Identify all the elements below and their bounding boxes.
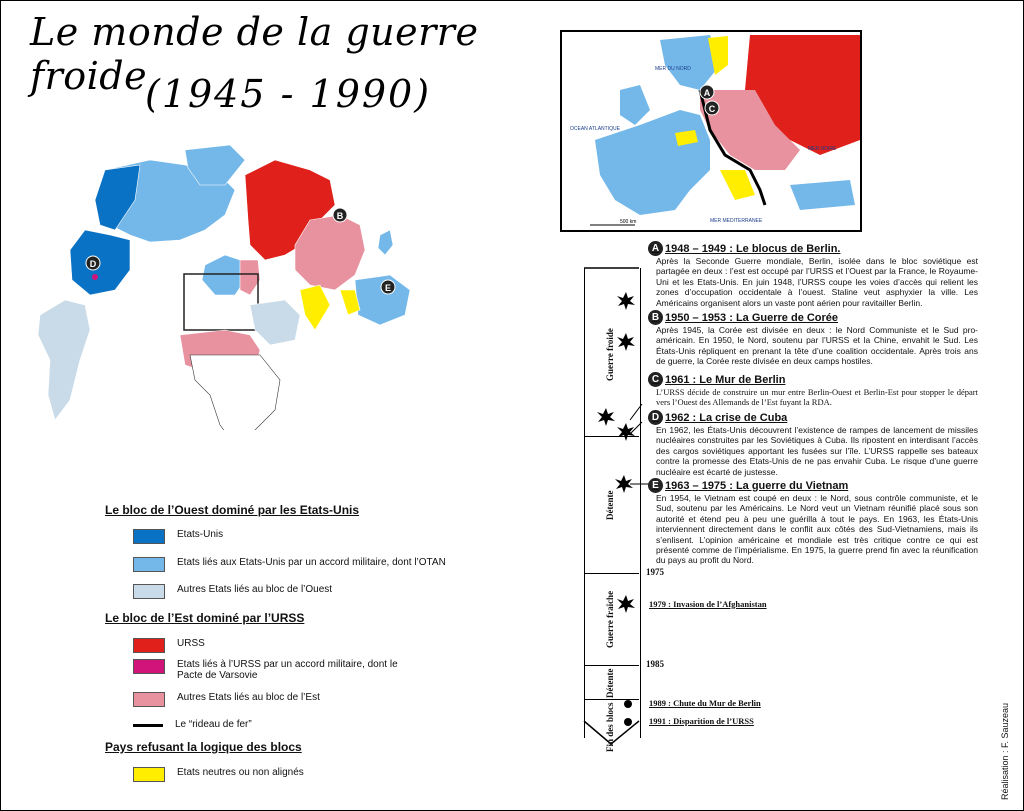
event-title: 1948 – 1949 : Le blocus de Berlin.	[665, 242, 841, 255]
event-badge: E	[648, 478, 663, 493]
event-c	[648, 372, 978, 408]
inset-label-ocean: OCEAN ATLANTIQUE	[570, 126, 620, 132]
event-header	[648, 310, 978, 325]
timeline-year-1985: 1985	[646, 659, 664, 669]
legend-item-west-other	[133, 584, 332, 599]
legend-east-title: Le bloc de l’Est dominé par l’URSS	[105, 611, 305, 625]
japan-region	[378, 230, 393, 255]
swatch-east-other	[133, 692, 165, 707]
legend-item-label: Etats liés à l’URSS par un accord militaire, dont le Pacte de Varsovie	[177, 659, 398, 681]
timeline-event-afghanistan: 1979 : Invasion de l’Afghanistan	[649, 599, 767, 609]
event-e	[648, 478, 978, 566]
legend-item-label: URSS	[177, 638, 205, 649]
middle-east-region	[250, 300, 300, 345]
inset-scale-label: 500 km	[620, 219, 637, 225]
legend-item-neutral	[133, 767, 304, 782]
timeline-event-urss: 1991 : Disparition de l’URSS	[649, 716, 754, 726]
legend-item-label: Le “rideau de fer”	[175, 719, 252, 730]
event-a	[648, 241, 978, 308]
legend-item-usa	[133, 529, 223, 544]
event-title: 1950 – 1953 : La Guerre de Corée	[665, 311, 839, 324]
explosion-icon	[617, 333, 635, 351]
event-header	[648, 478, 978, 493]
event-dot	[624, 700, 632, 708]
event-header	[648, 241, 978, 256]
timeline-period-guerre-froide: Guerre froide	[605, 328, 615, 382]
timeline-period-detente-2: Détente	[605, 668, 615, 698]
timeline-year-1975: 1975	[646, 567, 664, 577]
swatch-neutral	[133, 767, 165, 782]
page-title: Le monde de la guerre froide	[30, 10, 479, 98]
event-title: 1963 – 1975 : La guerre du Vietnam	[665, 479, 849, 492]
event-text: En 1954, le Vietnam est coupé en deux : le Nord, sous contrôle communiste, et le Sud, soutenu par les Américains. Le Nord veut un Vietnam réunifié placé sous son autorité et étend peu à peu une guérilla à tout le pays. En 1963, les États-Unis interviennent directement dans le conflit aux côtés des Sud-Vietnamiens, mais ils s’enlisent. L’opinion américaine et mondiale est très critique contre ce qui est présenté comme de l’impérialisme. En 1975, la guerre prend fin avec la réunification du pays au profit du Nord.	[656, 493, 978, 566]
timeline-period-guerre-fraiche: Guerre fraîche	[605, 590, 615, 649]
inset-label-mer-nord: MER DU NORD	[655, 66, 691, 72]
legend-west-title: Le bloc de l’Ouest dominé par les Etats-Unis	[105, 503, 360, 517]
event-title: 1962 : La crise de Cuba	[665, 411, 788, 424]
swatch-iron-curtain	[133, 724, 163, 727]
legend-item-east-pact	[133, 659, 433, 681]
europe-east-region	[240, 260, 260, 295]
latin-america-region	[38, 300, 90, 420]
event-b	[648, 310, 978, 367]
europe-west-region	[202, 255, 245, 295]
swatch-urss	[133, 638, 165, 653]
explosion-icon	[617, 292, 635, 310]
swatch-west-other	[133, 584, 165, 599]
event-text: En 1962, les États-Unis découvrent l’existence de rampes de lancement de missiles nucléaires construites par les Soviétiques à Cuba. Ils ripostent en interdisant l’accès des cargos soviétiques apportant les fusées sur l’île. L’URSS rappelle ses bateaux contre la promesse des Etats-Unis de ne pas envahir Cuba. Le risque d’une guerre nucléaire est écarté de justesse.	[656, 425, 978, 477]
legend-item-label: Etats-Unis	[177, 529, 224, 540]
india-region	[300, 285, 330, 330]
event-text: Après 1945, la Corée est divisée en deux : le Nord Communiste et le Sud pro-américain. En 1950, le Nord, soutenu par l’URSS et la Chine, envahit le Sud. Les États-Unis répliquent en prenant la tête d’une coalition occidentale. Après trois ans de guerre, la Corée reste divisée en deux camps hostiles.	[656, 325, 978, 367]
timeline-period-detente: Détente	[605, 490, 615, 520]
event-badge: B	[648, 310, 663, 325]
event-text: L’URSS décide de construire un mur entre Berlin-Ouest et Berlin-Est pour stopper le départ vers l’Ouest des Allemands de l’Est fuyant la RDA.	[656, 387, 978, 408]
inset-label-mer-noire: MER NOIRE	[808, 146, 837, 152]
legend-item-label: Etats liés aux Etats-Unis par un accord militaire, dont l’OTAN	[177, 557, 446, 568]
legend-item-label: Etats neutres ou non alignés	[177, 767, 304, 778]
map-marker-d-label: D	[89, 259, 97, 269]
swatch-west-otan	[133, 557, 165, 572]
timeline-event-mur-berlin: 1989 : Chute du Mur de Berlin	[649, 698, 761, 708]
legend-neutral-title: Pays refusant la logique des blocs	[105, 740, 302, 754]
legend-item-east-other	[133, 692, 320, 707]
inset-label-mediterranee: MER MEDITERRANEE	[710, 218, 763, 224]
event-badge: D	[648, 410, 663, 425]
world-map	[10, 130, 410, 430]
swatch-east-pact	[133, 659, 165, 674]
event-header	[648, 372, 978, 387]
explosion-icon	[617, 595, 635, 613]
legend-item-label: Autres Etats liés au bloc de l’Est	[177, 692, 320, 703]
europe-inset-map	[560, 30, 862, 232]
legend-item-west-otan	[133, 557, 446, 572]
inset-marker-a-label: A	[703, 88, 711, 98]
inset-marker-c-label: C	[708, 104, 716, 114]
legend-item-iron-curtain	[133, 719, 252, 730]
event-d	[648, 410, 978, 477]
explosion-icon	[597, 408, 615, 426]
event-badge: A	[648, 241, 663, 256]
page-subtitle: (1945 - 1990)	[145, 72, 432, 116]
legend-item-urss	[133, 638, 205, 653]
map-marker-b-label: B	[336, 211, 344, 221]
cuba-mark	[92, 274, 98, 280]
event-dot	[624, 718, 632, 726]
event-text: Après la Seconde Guerre mondiale, Berlin, isolée dans le bloc soviétique est partagée en deux : l’est est occupé par l’URSS et l’Ouest par la France, le Royaume-Uni et les Etats-Unis. En juin 1948, l’URSS coupe les voies d’accès qui relient les zones d’occupation occidentale à l’ouest. Staline veut asphyxier la ville. Les Américains organisent alors un vaste pont aérien pour ravitailler Berlin.	[656, 256, 978, 308]
event-title: 1961 : Le Mur de Berlin	[665, 373, 786, 386]
event-header	[648, 410, 978, 425]
swatch-usa	[133, 529, 165, 544]
africa-region	[190, 355, 280, 430]
event-badge: C	[648, 372, 663, 387]
legend-item-label: Autres Etats liés au bloc de l’Ouest	[177, 584, 333, 595]
credit: Réalisation : F. Sauzeau	[1000, 702, 1010, 800]
inset-turkey	[790, 180, 855, 210]
map-marker-e-label: E	[384, 283, 392, 293]
timeline-period-fin-des-blocs: Fin des blocs	[605, 702, 615, 752]
